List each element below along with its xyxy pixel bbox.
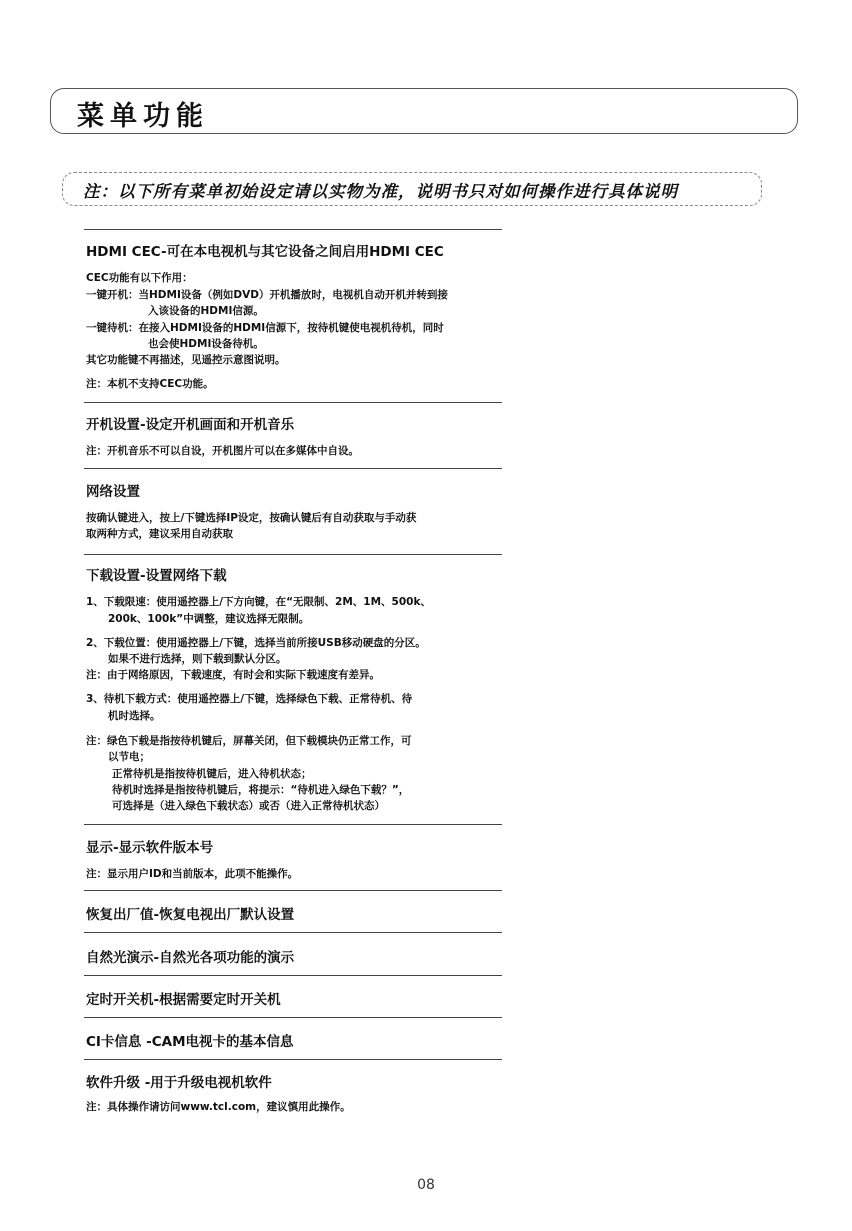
- page-title: 菜单功能: [77, 101, 209, 132]
- download-line: 待机时选择是指按待机键后，将提示：“待机进入绿色下载？”，: [112, 784, 410, 796]
- hdmi-cec-line: 也会使HDMI设备待机。: [148, 338, 264, 350]
- divider: [84, 402, 502, 403]
- hdmi-cec-line: 一键开机：当HDMI设备（例如DVD）开机播放时，电视机自动开机并转到接: [86, 289, 448, 301]
- network-line: 取两种方式，建议采用自动获取: [86, 528, 233, 540]
- section-title-upgrade: 软件升级 -用于升级电视机软件: [86, 1075, 272, 1091]
- section-title-boot: 开机设置-设定开机画面和开机音乐: [86, 417, 295, 433]
- divider: [84, 468, 502, 469]
- divider: [84, 554, 502, 555]
- hdmi-cec-note: 注：本机不支持CEC功能。: [86, 378, 214, 390]
- network-line: 按确认键进入，按上/下键选择IP设定，按确认键后有自动获取与手动获: [86, 512, 417, 524]
- divider: [84, 824, 502, 825]
- hdmi-cec-line: 入该设备的HDMI信源。: [148, 305, 264, 317]
- display-note: 注：显示用户ID和当前版本，此项不能操作。: [86, 868, 299, 880]
- download-line: 可选择是（进入绿色下载状态）或否（进入正常待机状态）: [112, 800, 385, 812]
- download-line: 如果不进行选择，则下载到默认分区。: [108, 653, 287, 665]
- section-title-download: 下载设置-设置网络下载: [86, 568, 227, 584]
- download-line: 注：由于网络原因，下载速度，有时会和实际下载速度有差异。: [86, 669, 380, 681]
- hdmi-cec-line: 其它功能键不再描述，见遥控示意图说明。: [86, 354, 286, 366]
- divider: [84, 932, 502, 933]
- download-line: 200k、100k”中调整，建议选择无限制。: [108, 613, 310, 625]
- download-line: 2、下载位置：使用遥控器上/下键，选择当前所接USB移动硬盘的分区。: [86, 637, 426, 649]
- section-title-ci-card: CI卡信息 -CAM电视卡的基本信息: [86, 1034, 294, 1050]
- section-title-display: 显示-显示软件版本号: [86, 840, 214, 856]
- divider: [84, 890, 502, 891]
- hdmi-cec-line: CEC功能有以下作用：: [86, 272, 193, 284]
- download-line: 以节电；: [108, 751, 150, 763]
- download-line: 1、下载限速：使用遥控器上/下方向键，在“无限制、2M、1M、500k、: [86, 596, 431, 608]
- boot-note: 注：开机音乐不可以自设，开机图片可以在多媒体中自设。: [86, 445, 359, 457]
- page-number: 08: [417, 1177, 435, 1193]
- download-line: 正常待机是指按待机键后，进入待机状态；: [112, 768, 312, 780]
- section-title-timer: 定时开关机-根据需要定时开关机: [86, 992, 281, 1008]
- download-line: 注：绿色下载是指按待机键后，屏幕关闭，但下载模块仍正常工作，可: [86, 735, 412, 747]
- hdmi-cec-line: 一键待机：在接入HDMI设备的HDMI信源下，按待机键使电视机待机，同时: [86, 322, 444, 334]
- divider: [84, 229, 502, 230]
- download-line: 3、待机下载方式：使用遥控器上/下键，选择绿色下载、正常待机、待: [86, 693, 413, 705]
- banner-note-box: [62, 172, 762, 206]
- divider: [84, 975, 502, 976]
- section-title-hdmi-cec: HDMI CEC-可在本电视机与其它设备之间启用HDMI CEC: [86, 244, 444, 260]
- section-title-network: 网络设置: [86, 484, 140, 500]
- divider: [84, 1059, 502, 1060]
- section-title-natural-light: 自然光演示-自然光各项功能的演示: [86, 950, 295, 966]
- download-line: 机时选择。: [108, 710, 161, 722]
- page-title-box: [50, 88, 798, 134]
- upgrade-note: 注：具体操作请访问www.tcl.com，建议慎用此操作。: [86, 1101, 351, 1113]
- divider: [84, 1017, 502, 1018]
- banner-note: 注：以下所有菜单初始设定请以实物为准，说明书只对如何操作进行具体说明: [83, 182, 678, 201]
- section-title-reset: 恢复出厂值-恢复电视出厂默认设置: [86, 907, 295, 923]
